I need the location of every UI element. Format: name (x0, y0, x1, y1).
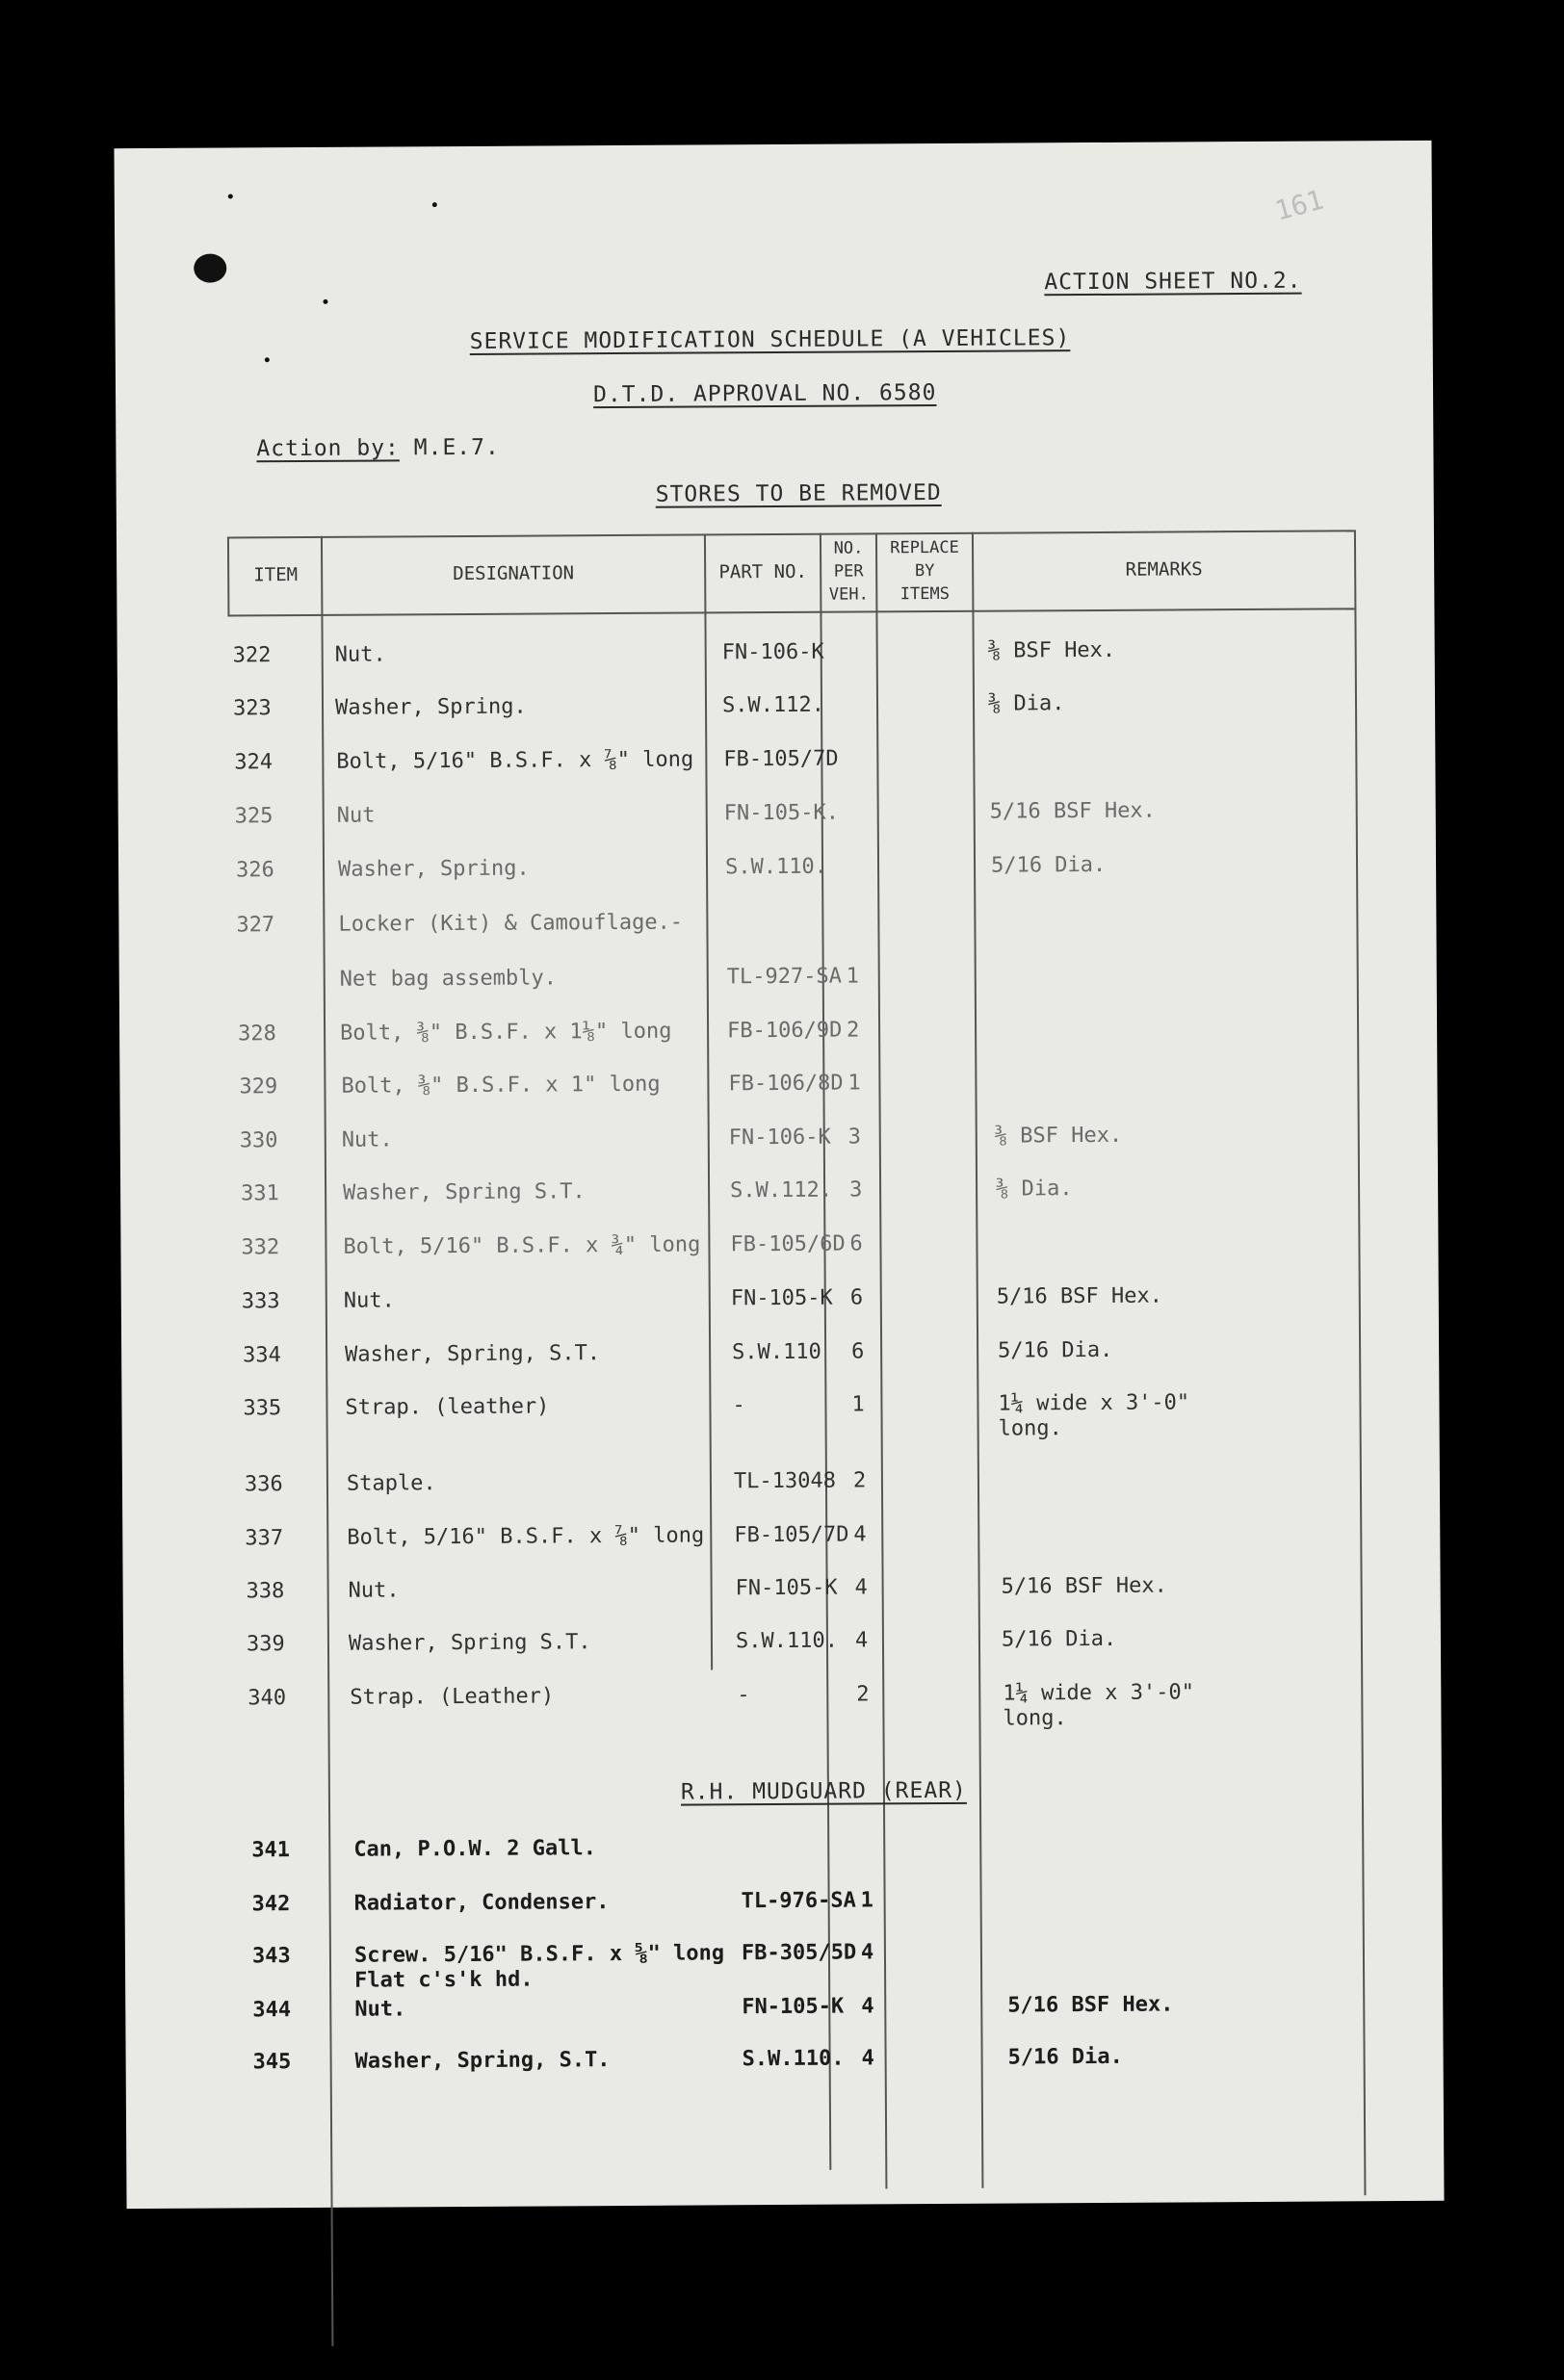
cell-item: 322 (232, 643, 272, 668)
col-header-item: ITEM (253, 564, 299, 586)
cell-qty: 6 (851, 1339, 865, 1364)
col-divider-replace (972, 532, 984, 2188)
cell-qty: 3 (847, 1125, 862, 1150)
cell-qty: 2 (852, 1468, 867, 1493)
cell-remarks: 1¼ wide x 3'-0" long. (998, 1390, 1190, 1441)
table-left-border (227, 536, 230, 616)
cell-part-no: S.W.110. (735, 1628, 839, 1654)
cell-remarks: 5/16 BSF Hex. (996, 1283, 1163, 1309)
cell-part-no: - (737, 1683, 750, 1708)
ink-blot (194, 253, 226, 282)
cell-item: 335 (243, 1396, 282, 1421)
cell-designation: Bolt, 5/16" B.S.F. x ⅞" long (347, 1523, 705, 1550)
cell-designation: Staple. (346, 1471, 436, 1496)
cell-designation: Strap. (leather) (345, 1394, 550, 1420)
cell-item: 342 (251, 1892, 291, 1917)
cell-qty: 1 (860, 1888, 873, 1913)
cell-item: 333 (241, 1289, 280, 1314)
margin-mark: 161 (1271, 183, 1327, 227)
col-divider-qty (875, 532, 888, 2188)
cell-part-no: FN-106-K (728, 1125, 831, 1151)
col-header-replace-by: REPLACE BY ITEMS (890, 537, 959, 605)
cell-qty: 4 (861, 1994, 874, 2019)
cell-designation: Nut. (334, 642, 386, 667)
cell-remarks: 5/16 Dia. (1001, 1626, 1117, 1652)
cell-qty: 1 (851, 1392, 865, 1417)
col-header-part-no: PART NO. (718, 560, 807, 583)
cell-qty: 3 (849, 1177, 863, 1203)
col-divider-designation (704, 533, 713, 1669)
cell-designation: Washer, Spring S.T. (343, 1179, 586, 1205)
cell-item: 336 (244, 1472, 283, 1497)
col-header-designation: DESIGNATION (453, 562, 575, 585)
cell-qty: 4 (861, 2046, 874, 2071)
cell-remarks: 5/16 Dia. (1007, 2044, 1123, 2070)
cell-item: 324 (234, 750, 274, 775)
cell-qty: 1 (846, 964, 860, 989)
col-header-remarks: REMARKS (1125, 558, 1203, 581)
ink-speck (265, 357, 270, 362)
cell-item: 345 (252, 2050, 292, 2075)
cell-part-no: FB-105/7D (723, 746, 839, 772)
cell-designation: Bolt, 5/16" B.S.F. x ⅞" long (336, 747, 694, 774)
cell-part-no: FN-105-K (730, 1285, 833, 1311)
cell-qty: 4 (854, 1575, 868, 1600)
cell-qty: 2 (856, 1682, 870, 1707)
ink-speck (323, 299, 327, 304)
cell-designation: Net bag assembly. (339, 966, 557, 992)
cell-remarks: 5/16 BSF Hex. (1007, 1992, 1174, 2018)
table-header-divider (227, 608, 1354, 616)
cell-item: 323 (232, 696, 272, 721)
cell-part-no: S.W.112. (730, 1177, 833, 1203)
cell-item: 329 (239, 1074, 278, 1099)
cell-item: 332 (241, 1235, 280, 1260)
cell-part-no: FN-106-K (721, 639, 824, 665)
cell-item: 334 (243, 1343, 281, 1368)
cell-item: 339 (246, 1632, 285, 1657)
approval-number: D.T.D. APPROVAL NO. 6580 (592, 379, 937, 408)
cell-designation: Bolt, ⅜" B.S.F. x 1" long (341, 1072, 661, 1099)
cell-part-no: S.W.112. (721, 692, 825, 718)
cell-part-no: S.W.110. (742, 2046, 845, 2072)
ink-speck (432, 202, 437, 207)
cell-item: 344 (252, 1998, 292, 2023)
cell-remarks: 5/16 BSF Hex. (1001, 1573, 1167, 1599)
cell-designation: Washer, Spring. (334, 694, 527, 720)
cell-part-no: TL-927-SA (726, 964, 843, 990)
cell-designation: Nut. (343, 1288, 395, 1313)
subsection-title: R.H. MUDGUARD (REAR) (680, 1777, 967, 1805)
action-by-value: M.E.7. (413, 434, 500, 461)
table-top-border (227, 530, 1354, 538)
cell-remarks: 5/16 BSF Hex. (989, 798, 1156, 824)
cell-qty: 4 (853, 1522, 867, 1547)
cell-qty: 6 (849, 1285, 864, 1310)
section-title: STORES TO BE REMOVED (655, 479, 942, 507)
cell-part-no: FB-106/8D (728, 1071, 844, 1097)
cell-qty: 6 (849, 1231, 863, 1256)
cell-designation: Locker (Kit) & Camouflage.- (338, 910, 684, 937)
cell-part-no: FN-105-K (742, 1994, 845, 2020)
cell-part-no: FB-305/5D (741, 1940, 857, 1966)
cell-designation: Nut. (341, 1127, 393, 1152)
cell-item: 337 (245, 1526, 284, 1551)
cell-part-no: FN-105-K. (723, 800, 840, 826)
table-right-border (1354, 530, 1367, 2195)
cell-part-no: FN-105-K (735, 1575, 838, 1601)
cell-item: 340 (248, 1686, 287, 1711)
cell-item: 330 (239, 1128, 278, 1153)
action-sheet-number: ACTION SHEET NO.2. (1044, 268, 1302, 296)
cell-designation: Nut. (354, 1997, 406, 2022)
cell-designation: Washer, Spring, S.T. (354, 2048, 611, 2074)
cell-part-no: FB-105/7D (734, 1522, 849, 1548)
cell-item: 331 (241, 1181, 279, 1206)
document-page (114, 141, 1444, 2209)
cell-remarks: 5/16 Dia. (990, 852, 1107, 878)
cell-designation: Bolt, 5/16" B.S.F. x ¾" long (343, 1232, 701, 1259)
cell-item: 343 (251, 1944, 291, 1969)
cell-qty: 4 (854, 1628, 869, 1653)
cell-item: 327 (236, 913, 275, 938)
cell-part-no: - (732, 1393, 745, 1418)
cell-item: 325 (234, 804, 274, 829)
cell-qty: 1 (847, 1071, 861, 1096)
cell-designation: Washer, Spring S.T. (348, 1630, 591, 1656)
cell-remarks: ⅜ BSF Hex. (994, 1123, 1123, 1149)
action-by (256, 435, 500, 462)
cell-part-no: FB-105/6D (730, 1231, 846, 1257)
cell-part-no: TL-13048 (733, 1468, 836, 1494)
cell-part-no: TL-976-SA (741, 1888, 856, 1914)
cell-designation: Can, P.O.W. 2 Gall. (353, 1836, 597, 1862)
cell-designation: Screw. 5/16" B.S.F. x ⅝" long Flat c's'k hd. (353, 1941, 725, 1993)
cell-item: 341 (251, 1838, 291, 1863)
cell-remarks: 1¼ wide x 3'-0" long. (1003, 1680, 1195, 1731)
cell-qty: 4 (860, 1940, 874, 1965)
cell-designation: Washer, Spring. (337, 856, 530, 882)
cell-designation: Radiator, Condenser. (353, 1890, 610, 1916)
cell-designation: Washer, Spring, S.T. (345, 1341, 601, 1367)
cell-remarks: ⅜ Dia. (987, 691, 1065, 716)
cell-part-no: FB-106/9D (727, 1018, 843, 1044)
ink-speck (228, 194, 233, 198)
cell-designation: Nut. (348, 1578, 400, 1603)
cell-part-no: S.W.110. (724, 854, 828, 880)
col-header-no-per-veh: NO. PER VEH. (828, 538, 869, 605)
cell-remarks: 5/16 Dia. (998, 1337, 1113, 1363)
cell-item: 326 (235, 858, 274, 883)
cell-designation: Nut (336, 803, 376, 828)
cell-qty: 2 (847, 1018, 860, 1043)
cell-remarks: ⅜ BSF Hex. (987, 637, 1116, 663)
schedule-title: SERVICE MODIFICATION SCHEDULE (A VEHICLES) (469, 325, 1071, 354)
cell-part-no: S.W.110 (732, 1339, 821, 1365)
cell-item: 328 (238, 1022, 276, 1047)
cell-designation: Bolt, ⅜" B.S.F. x 1⅛" long (340, 1019, 672, 1046)
cell-item: 338 (246, 1579, 285, 1604)
cell-remarks: ⅜ Dia. (996, 1177, 1073, 1202)
cell-designation: Strap. (Leather) (350, 1684, 555, 1710)
action-by-label: Action by: (256, 435, 400, 462)
